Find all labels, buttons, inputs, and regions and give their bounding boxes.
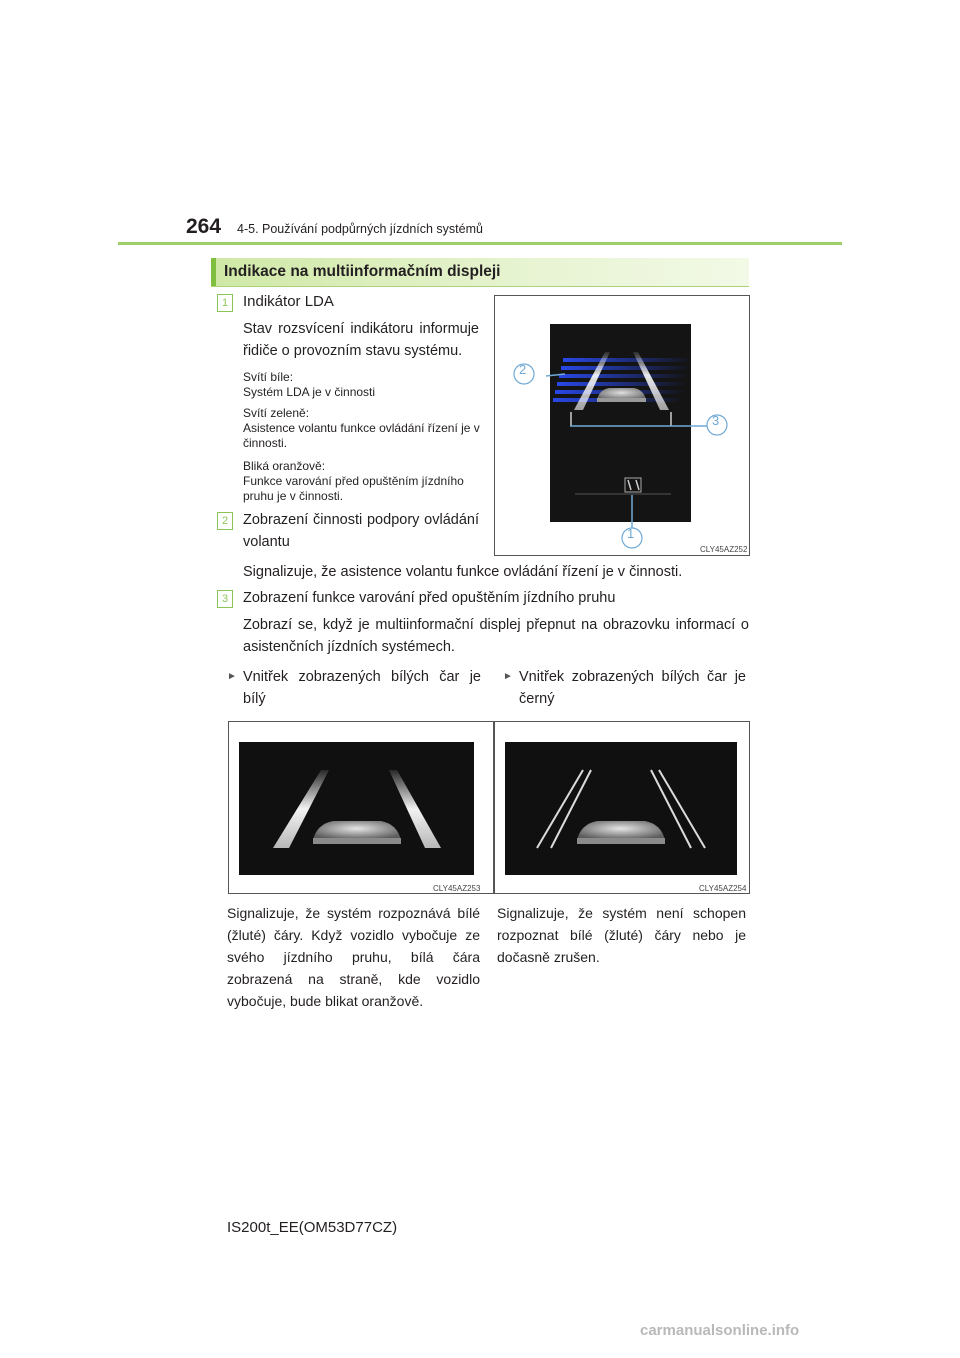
state-orange-text: Funkce varování před opuštěním jízdního pruhu je v činnosti. <box>243 474 464 503</box>
state-orange-label: Bliká oranžově: <box>243 459 326 473</box>
state-white <box>243 370 483 400</box>
car-icon <box>597 388 646 402</box>
item-number-1: 1 <box>217 294 233 312</box>
figure-black-lines <box>494 721 750 894</box>
state-green <box>243 406 483 451</box>
item-number-2: 2 <box>217 512 233 530</box>
callout-1: 1 <box>627 526 635 541</box>
figure-code: CLY45AZ253 <box>433 884 481 893</box>
caption-white: Signalizuje, že systém rozpoznává bílé (žluté) čáry. Když vozidlo vybočuje ze svého jízdního pruhu, bílá čára zobrazená na straně, kde vozidlo vybočuje, bude blikat oranžově. <box>227 905 480 1009</box>
header-rule <box>118 242 842 245</box>
page-number: 264 <box>186 215 222 238</box>
state-orange <box>243 459 483 504</box>
section-underline <box>211 286 749 287</box>
section-title: Indikace na multiinformačním displeji <box>211 258 749 286</box>
watermark: carmanualsonline.info <box>640 1322 800 1339</box>
main-figure <box>494 295 750 556</box>
comparison-heading-white: Vnitřek zobrazených bílých čar je bílý <box>243 669 481 707</box>
bullet-triangle-icon: ► <box>503 671 513 682</box>
item-title-1: Indikátor LDA <box>243 293 334 310</box>
car-icon <box>577 821 665 844</box>
item-body-3: Zobrazí se, když je multiinformační displej přepnut na obrazovku informací o asistenčních jízdních systémech. <box>243 617 749 655</box>
state-green-label: Svítí zeleně: <box>243 406 310 420</box>
item-number-3: 3 <box>217 590 233 608</box>
running-header: 4-5. Používání podpůrných jízdních systémů <box>237 222 483 236</box>
lda-display-illustration <box>495 296 749 555</box>
item-body-1: Stav rozsvícení indikátoru informuje řidiče o provozním stavu systému. <box>243 321 479 359</box>
black-lines-illustration <box>495 722 749 893</box>
item-title-3: Zobrazení funkce varování před opuštěním jízdního pruhu <box>243 590 616 606</box>
item-body-2: Signalizuje, že asistence volantu funkce ovládání řízení je v činnosti. <box>243 564 683 580</box>
figure-code: CLY45AZ252 <box>700 545 748 554</box>
callout-3: 3 <box>712 413 720 428</box>
footer-model-code: IS200t_EE(OM53D77CZ) <box>227 1219 398 1236</box>
item-title-2: Zobrazení činnosti podpory ovládání volantu <box>243 512 479 550</box>
bullet-triangle-icon: ► <box>227 671 237 682</box>
state-green-text: Asistence volantu funkce ovládání řízení je v činnosti. <box>243 421 480 450</box>
comparison-heading-black: Vnitřek zobrazených bílých čar je černý <box>519 669 746 707</box>
white-lines-illustration <box>229 722 493 893</box>
car-icon <box>313 821 401 844</box>
state-white-text: Systém LDA je v činnosti <box>243 385 376 399</box>
callout-2: 2 <box>519 362 527 377</box>
figure-code: CLY45AZ254 <box>699 884 747 893</box>
figure-white-lines <box>228 721 494 894</box>
state-white-label: Svítí bíle: <box>243 370 294 384</box>
caption-black: Signalizuje, že systém není schopen rozpoznat bílé (žluté) čáry nebo je dočasně zrušen. <box>497 905 746 965</box>
